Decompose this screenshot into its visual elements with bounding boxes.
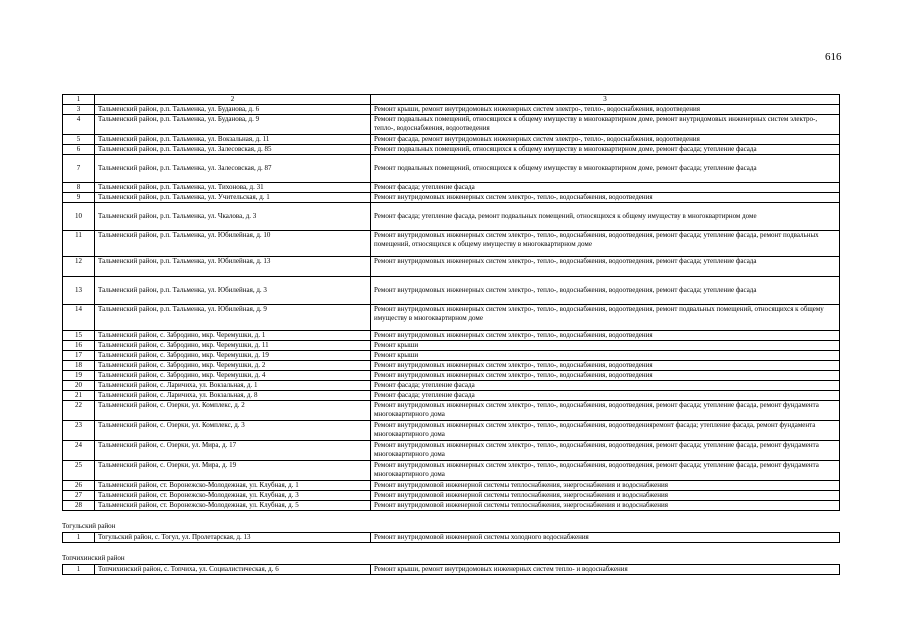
row-number-cell: 21 [63, 391, 95, 401]
address-cell: Тальменский район, р.п. Тальменка, ул. Буданова, д. 6 [95, 105, 371, 115]
row-number-cell: 18 [63, 361, 95, 371]
table-row [63, 421, 840, 441]
address-cell: Тальменский район, р.п. Тальменка, ул. Вокзальная, д. 11 [95, 135, 371, 145]
work-description-cell: Ремонт внутридомовых инженерных систем электро-, тепло-, водоснабжения, водоотведения, ремонт фасада; утепление фасада, ремонт фундамента многоквартирного дома [371, 401, 840, 421]
row-number-cell: 1 [63, 565, 95, 575]
table-row [63, 331, 840, 341]
togul-table-body [63, 533, 840, 543]
header-cell: 3 [371, 95, 840, 105]
address-cell: Тальменский район, р.п. Тальменка, ул. Юбилейная, д. 10 [95, 231, 371, 257]
table-row [63, 401, 840, 421]
work-description-cell: Ремонт подвальных помещений, относящихся к общему имуществу в многоквартирном доме, ремонт фасада; утепление фасада [371, 155, 840, 183]
work-description-cell: Ремонт крыши [371, 351, 840, 361]
row-number-cell: 4 [63, 115, 95, 135]
address-cell: Тальменский район, ст. Воронежско-Молодежная, ул. Клубная, д. 3 [95, 491, 371, 501]
address-cell: Тальменский район, с. Озерки, ул. Комплекс, д. 2 [95, 401, 371, 421]
row-number-cell: 8 [63, 183, 95, 193]
work-description-cell: Ремонт крыши, ремонт внутридомовых инженерных систем тепло- и водоснабжения [371, 565, 840, 575]
repair-table-body [63, 95, 840, 511]
address-cell: Тальменский район, р.п. Тальменка, ул. Юбилейная, д. 3 [95, 277, 371, 305]
row-number-cell: 24 [63, 441, 95, 461]
table-row [63, 481, 840, 491]
address-cell: Тальменский район, с. Забродино, мкр. Черемушки, д. 2 [95, 361, 371, 371]
address-cell: Тальменский район, с. Озерки, ул. Мира, д. 19 [95, 461, 371, 481]
work-description-cell: Ремонт фасада; утепление фасада [371, 183, 840, 193]
row-number-cell: 19 [63, 371, 95, 381]
table-row [63, 145, 840, 155]
address-cell: Тальменский район, р.п. Тальменка, ул. Юбилейная, д. 13 [95, 257, 371, 277]
table-row [63, 203, 840, 231]
topchikha-table [62, 564, 840, 575]
table-row [63, 257, 840, 277]
row-number-cell: 28 [63, 501, 95, 511]
row-number-cell: 15 [63, 331, 95, 341]
row-number-cell: 9 [63, 193, 95, 203]
row-number-cell: 20 [63, 381, 95, 391]
work-description-cell: Ремонт фасада; утепление фасада [371, 381, 840, 391]
address-cell: Тальменский район, с. Озерки, ул. Комплекс, д. 3 [95, 421, 371, 441]
address-cell: Тальменский район, с. Ларичиха, ул. Вокзальная, д. 1 [95, 381, 371, 391]
row-number-cell: 25 [63, 461, 95, 481]
work-description-cell: Ремонт внутридомовых инженерных систем электро-, тепло-, водоснабжения, водоотведения, ремонт подвальных помещений, относящихся к общему имуществу в многоквартирном доме [371, 305, 840, 331]
work-description-cell: Ремонт подвальных помещений, относящихся к общему имуществу в многоквартирном доме, ремонт фасада; утепление фасада [371, 145, 840, 155]
row-number-cell: 10 [63, 203, 95, 231]
table-row [63, 305, 840, 331]
work-description-cell: Ремонт внутридомовых инженерных систем электро-, тепло-, водоснабжения, водоотведения [371, 361, 840, 371]
row-number-cell: 12 [63, 257, 95, 277]
repair-table [62, 94, 840, 511]
section-title-topchikha: Топчихинский район [62, 554, 125, 562]
table-row [63, 105, 840, 115]
address-cell: Тальменский район, с. Забродино, мкр. Черемушки, д. 11 [95, 341, 371, 351]
address-cell: Тальменский район, с. Забродино, мкр. Черемушки, д. 4 [95, 371, 371, 381]
work-description-cell: Ремонт внутридомовой инженерной системы теплоснабжения, энергоснабжения и водоснабжения [371, 491, 840, 501]
table-row [63, 381, 840, 391]
table-row [63, 441, 840, 461]
row-number-cell: 26 [63, 481, 95, 491]
row-number-cell: 13 [63, 277, 95, 305]
address-cell: Тальменский район, р.п. Тальменка, ул. Залесовская, д. 87 [95, 155, 371, 183]
work-description-cell: Ремонт внутридомовых инженерных систем электро-, тепло-, водоснабжения, водоотведения, ремонт фасада; утепление фасада, ремонт подвальных помещений, относящихся к общему имуществу в многоквартирном доме [371, 231, 840, 257]
address-cell: Тальменский район, р.п. Тальменка, ул. Тихонова, д. 31 [95, 183, 371, 193]
work-description-cell: Ремонт внутридомовых инженерных систем электро-, тепло-, водоснабжения, водоотведения [371, 371, 840, 381]
work-description-cell: Ремонт внутридомовых инженерных систем электро-, тепло-, водоснабжения, водоотведения, ремонт фасада; утепление фасада [371, 257, 840, 277]
row-number-cell: 23 [63, 421, 95, 441]
address-cell: Тальменский район, с. Забродино, мкр. Черемушки, д. 19 [95, 351, 371, 361]
table-header-row [63, 95, 840, 105]
row-number-cell: 1 [63, 533, 95, 543]
row-number-cell: 6 [63, 145, 95, 155]
work-description-cell: Ремонт внутридомовых инженерных систем электро-, тепло-, водоснабжения, водоотведения [371, 331, 840, 341]
table-row [63, 565, 840, 575]
table-row [63, 371, 840, 381]
row-number-cell: 17 [63, 351, 95, 361]
address-cell: Тальменский район, с. Озерки, ул. Мира, д. 17 [95, 441, 371, 461]
work-description-cell: Ремонт внутридомовой инженерной системы холодного водоснабжения [371, 533, 840, 543]
table-row [63, 461, 840, 481]
address-cell: Тальменский район, р.п. Тальменка, ул. Учительская, д. 1 [95, 193, 371, 203]
table-row [63, 533, 840, 543]
work-description-cell: Ремонт подвальных помещений, относящихся к общему имуществу в многоквартирном доме, ремонт внутридомовых инженерных систем электро-, тепло-, водоснабжения, водоотведения [371, 115, 840, 135]
table-row [63, 351, 840, 361]
address-cell: Тальменский район, с. Ларичиха, ул. Вокзальная, д. 8 [95, 391, 371, 401]
work-description-cell: Ремонт внутридомовой инженерной системы теплоснабжения, энергоснабжения и водоснабжения [371, 481, 840, 491]
table-row [63, 231, 840, 257]
address-cell: Тальменский район, ст. Воронежско-Молодежная, ул. Клубная, д. 1 [95, 481, 371, 491]
work-description-cell: Ремонт внутридомовых инженерных систем электро-, тепло-, водоснабжения, водоотведенияремонт фасада; утепление фасада, ремонт фундамента многоквартирного дома [371, 421, 840, 441]
table-row [63, 361, 840, 371]
work-description-cell: Ремонт крыши [371, 341, 840, 351]
row-number-cell: 11 [63, 231, 95, 257]
row-number-cell: 7 [63, 155, 95, 183]
work-description-cell: Ремонт внутридомовых инженерных систем электро-, тепло-, водоснабжения, водоотведения, ремонт фасада; утепление фасада [371, 277, 840, 305]
header-cell: 1 [63, 95, 95, 105]
table-row [63, 341, 840, 351]
address-cell: Тальменский район, р.п. Тальменка, ул. Юбилейная, д. 9 [95, 305, 371, 331]
table-row [63, 155, 840, 183]
work-description-cell: Ремонт фасада; утепление фасада, ремонт подвальных помещений, относящихся к общему имуществу в многоквартирном доме [371, 203, 840, 231]
header-cell: 2 [95, 95, 371, 105]
address-cell: Тальменский район, р.п. Тальменка, ул. Залесовская, д. 85 [95, 145, 371, 155]
address-cell: Тогульский район, с. Тогул, ул. Пролетарская, д. 13 [95, 533, 371, 543]
work-description-cell: Ремонт фасада, ремонт внутридомовых инженерных систем электро-, тепло-, водоснабжения, водоотведения [371, 135, 840, 145]
row-number-cell: 3 [63, 105, 95, 115]
row-number-cell: 5 [63, 135, 95, 145]
topchikha-table-body [63, 565, 840, 575]
row-number-cell: 16 [63, 341, 95, 351]
work-description-cell: Ремонт внутридомовой инженерной системы теплоснабжения, энергоснабжения и водоснабжения [371, 501, 840, 511]
togul-table [62, 532, 840, 543]
row-number-cell: 22 [63, 401, 95, 421]
address-cell: Тальменский район, р.п. Тальменка, ул. Буданова, д. 9 [95, 115, 371, 135]
section-title-togul: Тогульский район [62, 522, 116, 530]
table-row [63, 115, 840, 135]
table-row [63, 183, 840, 193]
work-description-cell: Ремонт внутридомовых инженерных систем электро-, тепло-, водоснабжения, водоотведения, ремонт фасада; утепление фасада, ремонт фундамента многоквартирного дома [371, 461, 840, 481]
work-description-cell: Ремонт крыши, ремонт внутридомовых инженерных систем электро-, тепло-, водоснабжения, водоотведения [371, 105, 840, 115]
work-description-cell: Ремонт внутридомовых инженерных систем электро-, тепло-, водоснабжения, водоотведения [371, 193, 840, 203]
table-row [63, 501, 840, 511]
table-row [63, 135, 840, 145]
table-row [63, 277, 840, 305]
page-number: 616 [825, 51, 842, 63]
work-description-cell: Ремонт фасада; утепление фасада [371, 391, 840, 401]
address-cell: Тальменский район, с. Забродино, мкр. Черемушки, д. 1 [95, 331, 371, 341]
work-description-cell: Ремонт внутридомовых инженерных систем электро-, тепло-, водоснабжения, водоотведения, ремонт фасада; утепление фасада, ремонт фундамента многоквартирного дома [371, 441, 840, 461]
repair-table-container [62, 94, 839, 575]
table-row [63, 491, 840, 501]
row-number-cell: 27 [63, 491, 95, 501]
table-row [63, 193, 840, 203]
row-number-cell: 14 [63, 305, 95, 331]
table-row [63, 391, 840, 401]
address-cell: Тальменский район, р.п. Тальменка, ул. Чкалова, д. 3 [95, 203, 371, 231]
address-cell: Топчихинский район, с. Топчиха, ул. Социалистическая, д. 6 [95, 565, 371, 575]
address-cell: Тальменский район, ст. Воронежско-Молодежная, ул. Клубная, д. 5 [95, 501, 371, 511]
